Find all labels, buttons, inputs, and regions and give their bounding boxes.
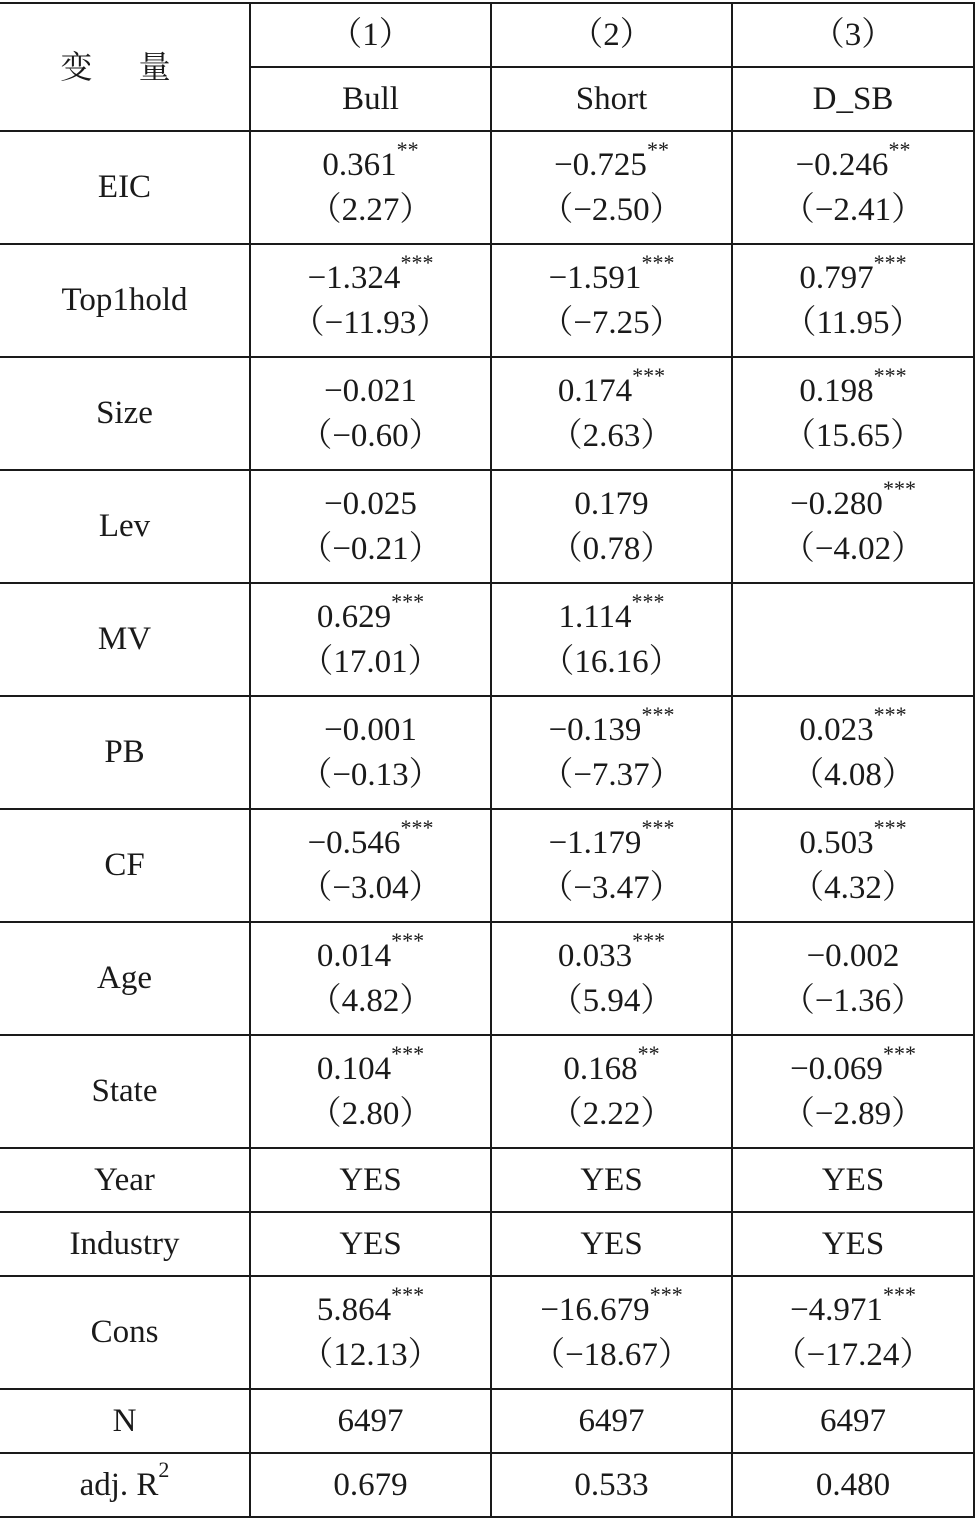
significance-stars: *** xyxy=(391,927,425,953)
t-stat: （2.63） xyxy=(549,417,674,454)
t-stat: （2.80） xyxy=(308,1095,433,1132)
row-label xyxy=(0,1453,250,1517)
row-label: Lev xyxy=(0,470,250,583)
fe-cell: YES xyxy=(250,1212,491,1276)
t-stat: （4.08） xyxy=(791,756,915,793)
table-row xyxy=(0,244,974,357)
coef-value: −0.280 xyxy=(790,485,883,522)
coef-cell xyxy=(250,1035,491,1148)
n-row xyxy=(0,1389,974,1453)
coef-value: −0.139 xyxy=(548,711,642,748)
t-stat: （−2.89） xyxy=(781,1095,925,1132)
coef-value: −0.546 xyxy=(307,824,401,861)
coef-value: 0.168 xyxy=(563,1050,638,1087)
variable-header: 变 量 xyxy=(0,3,250,131)
coef-value: 0.174 xyxy=(557,372,633,409)
t-stat: （−0.60） xyxy=(299,417,442,454)
coef-value: 1.114 xyxy=(558,598,632,635)
coef-value: −4.971 xyxy=(790,1291,883,1328)
coef-cell xyxy=(491,131,732,244)
table-row xyxy=(0,1035,974,1148)
table-row xyxy=(0,470,974,583)
t-stat: （−2.41） xyxy=(781,191,925,228)
t-stat: （2.27） xyxy=(308,191,433,228)
t-stat: （12.13） xyxy=(300,1336,441,1373)
coef-value: −1.591 xyxy=(548,259,642,296)
row-label: CF xyxy=(0,809,250,922)
col-number-2: （2） xyxy=(491,3,732,67)
coef-cell xyxy=(250,583,491,696)
t-stat: （−3.04） xyxy=(299,869,442,906)
coef-cell xyxy=(732,809,974,922)
significance-stars: *** xyxy=(400,814,434,840)
row-label: MV xyxy=(0,583,250,696)
coef-cell xyxy=(732,470,974,583)
t-stat: （−17.24） xyxy=(773,1336,933,1373)
coef-value: 5.864 xyxy=(316,1291,392,1328)
table-row xyxy=(0,696,974,809)
significance-stars: *** xyxy=(391,1281,425,1307)
t-stat: （−7.37） xyxy=(540,756,683,793)
coef-value: 0.104 xyxy=(316,1050,392,1087)
t-stat: （4.32） xyxy=(791,869,915,906)
significance-stars: ** xyxy=(396,136,419,162)
t-stat: （16.16） xyxy=(541,643,682,680)
coef-value: 0.503 xyxy=(799,824,874,861)
coef-value: 0.014 xyxy=(316,937,392,974)
fe-cell: YES xyxy=(250,1148,491,1212)
significance-stars: ** xyxy=(637,1040,660,1066)
significance-stars: *** xyxy=(873,362,907,388)
coef-cell xyxy=(491,244,732,357)
col-name-bull: Bull xyxy=(250,67,491,131)
fe-cell: YES xyxy=(491,1148,732,1212)
coef-value: −0.725 xyxy=(554,146,647,183)
significance-stars: *** xyxy=(641,814,675,840)
row-label: Industry xyxy=(0,1212,250,1276)
coef-cell xyxy=(732,244,974,357)
col-number-1: （1） xyxy=(250,3,491,67)
significance-stars: *** xyxy=(649,1281,683,1307)
coef-value: −1.179 xyxy=(548,824,642,861)
header-row-numbers xyxy=(0,3,974,67)
significance-stars: *** xyxy=(873,701,907,727)
coef-cell xyxy=(250,131,491,244)
t-stat: （−7.25） xyxy=(540,304,683,341)
t-stat: （−2.50） xyxy=(540,191,683,228)
coef-cell xyxy=(250,922,491,1035)
significance-stars: *** xyxy=(391,588,425,614)
significance-stars: *** xyxy=(873,814,907,840)
significance-stars: *** xyxy=(641,701,675,727)
coef-value: 0.629 xyxy=(316,598,392,635)
coef-value: −0.002 xyxy=(806,937,900,974)
row-label: PB xyxy=(0,696,250,809)
coef-cell xyxy=(491,922,732,1035)
significance-stars: *** xyxy=(400,249,434,275)
table-row xyxy=(0,922,974,1035)
t-stat: （−18.67） xyxy=(532,1336,691,1373)
t-stat: （−1.36） xyxy=(781,982,925,1019)
fe-cell: YES xyxy=(491,1212,732,1276)
coef-cell xyxy=(732,922,974,1035)
coef-cell-empty xyxy=(732,583,974,696)
coef-cell xyxy=(491,809,732,922)
t-stat: （2.22） xyxy=(549,1095,674,1132)
coef-value: 0.179 xyxy=(574,485,649,522)
coef-cell xyxy=(732,131,974,244)
row-label: EIC xyxy=(0,131,250,244)
coef-cell xyxy=(732,357,974,470)
row-label: State xyxy=(0,1035,250,1148)
r2-cell: 0.533 xyxy=(491,1453,732,1517)
coef-cell xyxy=(250,470,491,583)
significance-stars: *** xyxy=(631,588,665,614)
table-row xyxy=(0,809,974,922)
coef-value: −16.679 xyxy=(540,1291,650,1328)
t-stat: （17.01） xyxy=(300,643,441,680)
n-cell: 6497 xyxy=(250,1389,491,1453)
coef-value: −0.246 xyxy=(795,146,889,183)
significance-stars: ** xyxy=(888,136,911,162)
n-cell: 6497 xyxy=(732,1389,974,1453)
coef-value: 0.198 xyxy=(799,372,874,409)
industry-fe-row xyxy=(0,1212,974,1276)
coef-value: 0.023 xyxy=(799,711,874,748)
coef-cell xyxy=(732,696,974,809)
table-row xyxy=(0,583,974,696)
significance-stars: *** xyxy=(882,1040,916,1066)
row-label: N xyxy=(0,1389,250,1453)
coef-cell xyxy=(250,357,491,470)
t-stat: （5.94） xyxy=(549,982,674,1019)
row-label: Age xyxy=(0,922,250,1035)
t-stat: （15.65） xyxy=(782,417,924,454)
row-label: Top1hold xyxy=(0,244,250,357)
coef-cell xyxy=(250,809,491,922)
n-cell: 6497 xyxy=(491,1389,732,1453)
adj-r2-row xyxy=(0,1453,974,1517)
col-name-short: Short xyxy=(491,67,732,131)
table-row xyxy=(0,357,974,470)
coef-value: 0.797 xyxy=(799,259,874,296)
coef-cell xyxy=(491,696,732,809)
t-stat: （−0.13） xyxy=(299,756,442,793)
significance-stars: *** xyxy=(641,249,675,275)
significance-stars: *** xyxy=(632,927,666,953)
coef-value: 0.033 xyxy=(557,937,633,974)
t-stat: （−0.21） xyxy=(299,530,442,567)
significance-stars: *** xyxy=(882,1281,916,1307)
coef-value: −0.021 xyxy=(324,372,417,409)
coef-cell xyxy=(491,1276,732,1389)
significance-stars: *** xyxy=(632,362,666,388)
t-stat: （−3.47） xyxy=(540,869,683,906)
significance-stars: *** xyxy=(873,249,907,275)
coef-cell xyxy=(250,696,491,809)
significance-stars: *** xyxy=(391,1040,425,1066)
row-label: Year xyxy=(0,1148,250,1212)
fe-cell: YES xyxy=(732,1148,974,1212)
adj-r2-label: adj. R xyxy=(79,1466,159,1503)
coef-value: 0.361 xyxy=(322,146,397,183)
t-stat: （4.82） xyxy=(308,982,433,1019)
t-stat: （0.78） xyxy=(549,530,674,567)
coef-value: −0.025 xyxy=(324,485,417,522)
cons-row xyxy=(0,1276,974,1389)
coef-cell xyxy=(732,1276,974,1389)
col-name-d-sb: D_SB xyxy=(732,67,974,131)
t-stat: （11.95） xyxy=(783,304,923,341)
fe-cell: YES xyxy=(732,1212,974,1276)
coef-value: −0.069 xyxy=(790,1050,883,1087)
coef-cell xyxy=(491,470,732,583)
regression-table xyxy=(0,2,975,1518)
table-row xyxy=(0,131,974,244)
coef-cell xyxy=(250,244,491,357)
t-stat: （−11.93） xyxy=(291,304,450,341)
coef-cell xyxy=(491,1035,732,1148)
col-number-3: （3） xyxy=(732,3,974,67)
r2-cell: 0.480 xyxy=(732,1453,974,1517)
significance-stars: *** xyxy=(882,475,916,501)
row-label: Size xyxy=(0,357,250,470)
coef-cell xyxy=(732,1035,974,1148)
t-stat: （−4.02） xyxy=(781,530,925,567)
coef-value: −1.324 xyxy=(307,259,401,296)
year-fe-row xyxy=(0,1148,974,1212)
r2-cell: 0.679 xyxy=(250,1453,491,1517)
adj-r2-superscript: 2 xyxy=(158,1456,170,1482)
coef-cell xyxy=(491,583,732,696)
coef-value: −0.001 xyxy=(324,711,417,748)
coef-cell xyxy=(491,357,732,470)
significance-stars: ** xyxy=(646,136,669,162)
row-label: Cons xyxy=(0,1276,250,1389)
coef-cell xyxy=(250,1276,491,1389)
